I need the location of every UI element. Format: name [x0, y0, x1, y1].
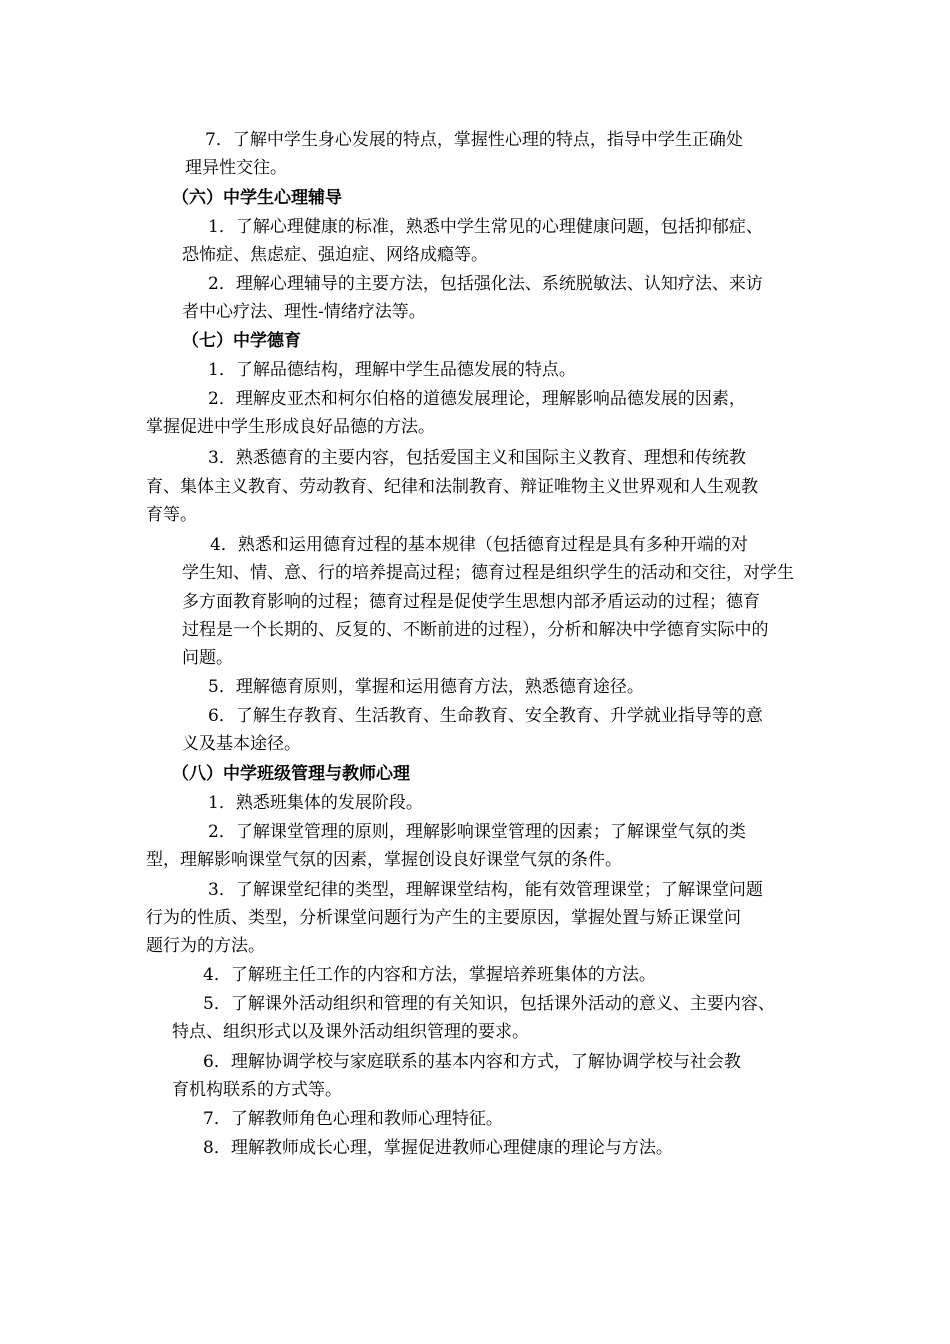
s7-item-4-line-4: 过程是一个长期的、反复的、不断前进的过程），分析和解决中学德育实际中的: [182, 620, 769, 640]
s7-item-6-line-1: 6．了解生存教育、生活教育、生命教育、安全教育、升学就业指导等的意: [208, 706, 763, 726]
s6-item-2-line-2: 者中心疗法、理性-情绪疗法等。: [182, 302, 426, 322]
s7-item-2-line-2: 掌握促进中学生形成良好品德的方法。: [146, 417, 435, 437]
section-heading-8: （八）中学班级管理与教师心理: [172, 764, 410, 784]
s8-item-8: 8．理解教师成长心理，掌握促进教师心理健康的理论与方法。: [203, 1138, 673, 1158]
s6-item-1-line-1: 1．了解心理健康的标准，熟悉中学生常见的心理健康问题，包括抑郁症、: [208, 217, 763, 237]
s8-item-2-line-2: 型，理解影响课堂气氛的因素，掌握创设良好课堂气氛的条件。: [146, 850, 622, 870]
s7-item-4-line-5: 问题。: [182, 648, 233, 668]
s7-item-4-line-2: 学生知、情、意、行的培养提高过程；德育过程是组织学生的活动和交往，对学生: [182, 563, 794, 583]
s8-item-4: 4．了解班主任工作的内容和方法，掌握培养班集体的方法。: [203, 965, 656, 985]
s7-item-3-line-2: 育、集体主义教育、劳动教育、纪律和法制教育、辩证唯物主义世界观和人生观教: [146, 477, 758, 497]
s8-item-6-line-2: 育机构联系的方式等。: [172, 1080, 342, 1100]
s8-item-1: 1．熟悉班集体的发展阶段。: [208, 793, 423, 813]
s7-item-4-line-1: 4．熟悉和运用德育过程的基本规律（包括德育过程是具有多种开端的对: [210, 535, 748, 555]
s7-item-3-line-1: 3．熟悉德育的主要内容，包括爱国主义和国际主义教育、理想和传统教: [208, 448, 746, 468]
s8-item-6-line-1: 6．理解协调学校与家庭联系的基本内容和方式，了解协调学校与社会教: [203, 1052, 741, 1072]
s7-item-2-line-1: 2．理解皮亚杰和柯尔伯格的道德发展理论，理解影响品德发展的因素，: [208, 389, 746, 409]
s8-item-3-line-1: 3．了解课堂纪律的类型，理解课堂结构，能有效管理课堂；了解课堂问题: [208, 880, 763, 900]
s8-item-5-line-1: 5．了解课外活动组织和管理的有关知识，包括课外活动的意义、主要内容、: [203, 994, 775, 1014]
s8-item-3-line-2: 行为的性质、类型，分析课堂问题行为产生的主要原因，掌握处置与矫正课堂问: [146, 908, 741, 928]
s7-item-6-line-2: 义及基本途径。: [182, 734, 301, 754]
s6-item-1-line-2: 恐怖症、焦虑症、强迫症、网络成瘾等。: [182, 245, 488, 265]
s8-item-3-line-3: 题行为的方法。: [146, 936, 265, 956]
item-7-line-2: 理异性交往。: [185, 158, 287, 178]
s8-item-5-line-2: 特点、组织形式以及课外活动组织管理的要求。: [172, 1022, 529, 1042]
section-heading-6: （六）中学生心理辅导: [172, 188, 342, 208]
s8-item-7: 7．了解教师角色心理和教师心理特征。: [203, 1109, 503, 1129]
s8-item-2-line-1: 2．了解课堂管理的原则，理解影响课堂管理的因素；了解课堂气氛的类: [208, 822, 746, 842]
item-7-line-1: 7．了解中学生身心发展的特点，掌握性心理的特点，指导中学生正确处: [205, 130, 743, 150]
s7-item-3-line-3: 育等。: [146, 505, 197, 525]
section-heading-7: （七）中学德育: [182, 331, 301, 351]
s6-item-2-line-1: 2．理解心理辅导的主要方法，包括强化法、系统脱敏法、认知疗法、来访: [208, 274, 763, 294]
s7-item-4-line-3: 多方面教育影响的过程；德育过程是促使学生思想内部矛盾运动的过程；德育: [182, 592, 760, 612]
s7-item-1: 1．了解品德结构，理解中学生品德发展的特点。: [208, 360, 576, 380]
s7-item-5: 5．理解德育原则，掌握和运用德育方法，熟悉德育途径。: [208, 677, 644, 697]
